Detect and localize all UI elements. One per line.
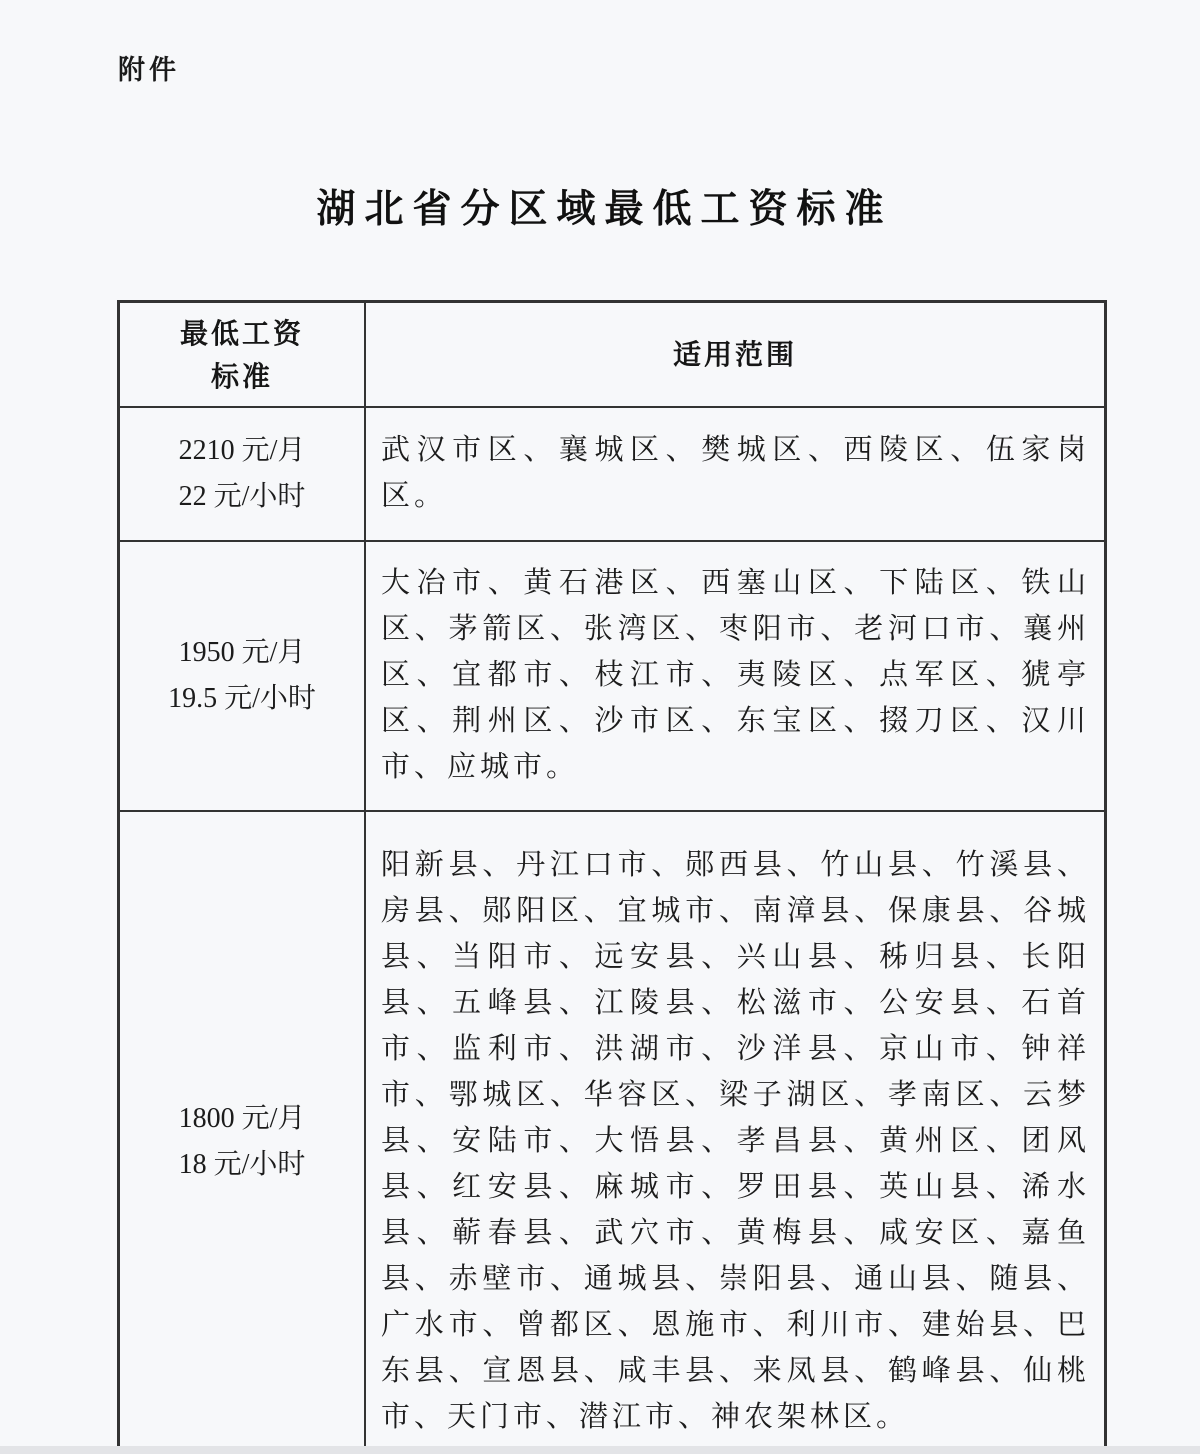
wage-cell xyxy=(119,407,366,541)
regions-cell: 大冶市、黄石港区、西塞山区、下陆区、铁山区、茅箭区、张湾区、枣阳市、老河口市、襄州区、宜都市、枝江市、夷陵区、点军区、猇亭区、荆州区、沙市区、东宝区、掇刀区、汉川市、应城市。 xyxy=(365,541,1106,811)
monthly-wage: 1800 元/月 xyxy=(178,1102,306,1134)
table-header-row xyxy=(119,302,1106,408)
wage-cell xyxy=(119,811,366,1454)
hourly-wage: 22 元/小时 xyxy=(178,481,306,512)
page-title: 湖北省分区域最低工资标准 xyxy=(316,188,893,231)
table-row xyxy=(119,407,1106,541)
wage-column-header-line2: 标准 xyxy=(210,360,273,392)
monthly-wage: 1950 元/月 xyxy=(178,637,306,668)
table-row xyxy=(119,811,1106,1454)
hourly-wage: 18 元/小时 xyxy=(178,1148,306,1180)
regions-cell: 武汉市区、襄城区、樊城区、西陵区、伍家岗区。 xyxy=(365,407,1106,541)
attachment-label: 附件 xyxy=(118,55,180,85)
wage-column-header-line1: 最低工资 xyxy=(179,317,304,349)
wage-cell xyxy=(119,541,366,811)
wage-column-header xyxy=(119,302,366,408)
hourly-wage: 19.5 元/小时 xyxy=(168,683,316,714)
table-row xyxy=(119,541,1106,811)
regions-cell: 阳新县、丹江口市、郧西县、竹山县、竹溪县、房县、郧阳区、宜城市、南漳县、保康县、谷城县、当阳市、远安县、兴山县、秭归县、长阳县、五峰县、江陵县、松滋市、公安县、石首市、监利市、洪湖市、沙洋县、京山市、钟祥市、鄂城区、华容区、梁子湖区、孝南区、云梦县、安陆市、大悟县、孝昌县、黄州区、团风县、红安县、麻城市、罗田县、英山县、浠水县、蕲春县、武穴市、黄梅县、咸安区、嘉鱼县、赤壁市、通城县、崇阳县、通山县、随县、广水市、曾都区、恩施市、利川市、建始县、巴东县、宣恩县、咸丰县、来凤县、鹤峰县、仙桃市、天门市、潜江市、神农架林区。 xyxy=(365,811,1106,1454)
monthly-wage: 2210 元/月 xyxy=(178,435,306,466)
minimum-wage-table xyxy=(117,300,1107,1454)
page-bottom-edge xyxy=(0,1446,1200,1454)
scope-column-header: 适用范围 xyxy=(365,302,1106,408)
